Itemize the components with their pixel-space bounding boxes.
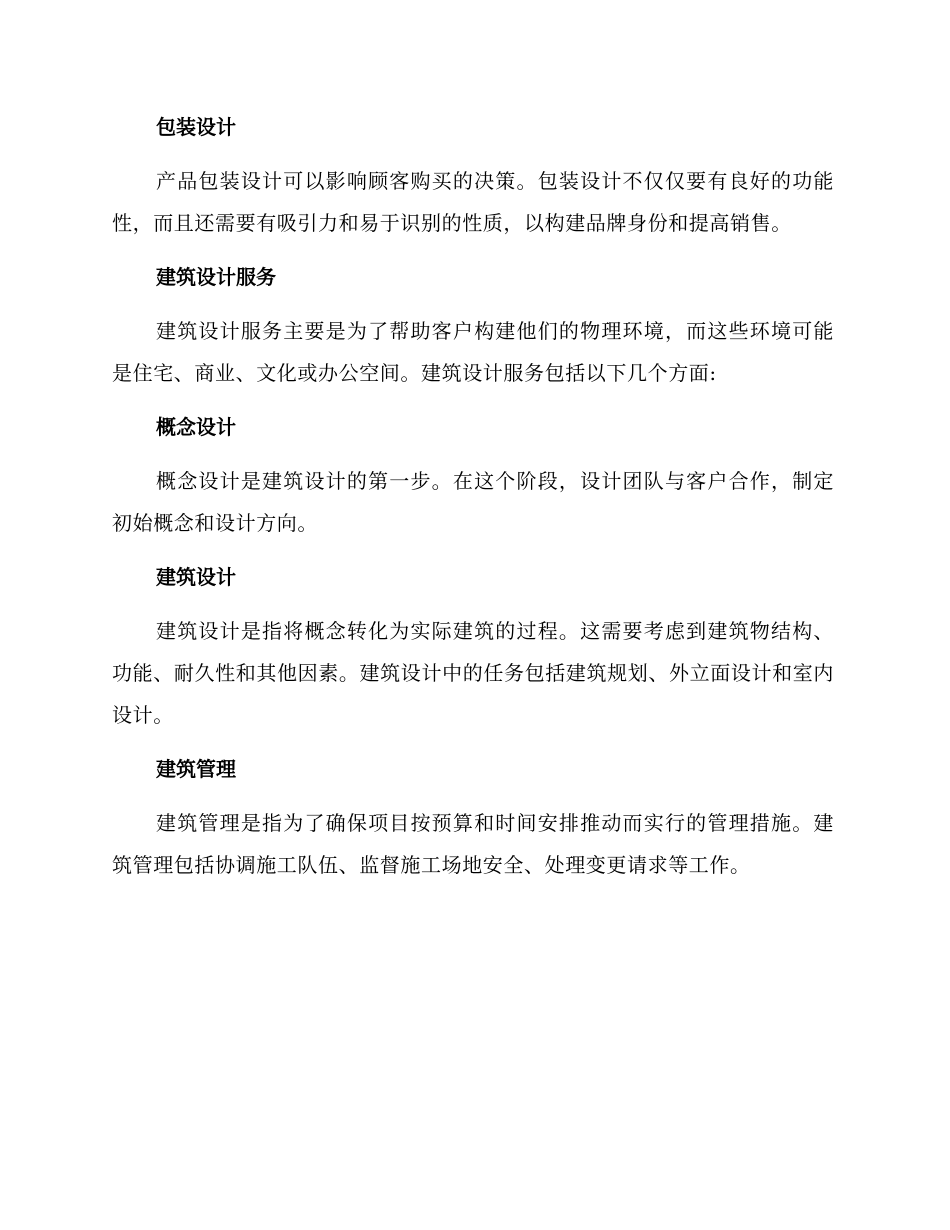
section-heading-architectural-design-services: 建筑设计服务 (156, 265, 276, 289)
section-heading-construction-management: 建筑管理 (156, 757, 236, 781)
section-paragraph-packaging-design: 产品包装设计可以影响顾客购买的决策。包装设计不仅仅要有良好的功能性，而且还需要有吸引力和易于识别的性质，以构建品牌身份和提高销售。 (112, 169, 834, 235)
section-paragraph-architectural-design: 建筑设计是指将概念转化为实际建筑的过程。这需要考虑到建筑物结构、功能、耐久性和其他因素。建筑设计中的任务包括建筑规划、外立面设计和室内设计。 (112, 619, 834, 727)
section-heading-architectural-design: 建筑设计 (156, 565, 236, 589)
section-heading-packaging-design: 包装设计 (156, 115, 236, 139)
section-paragraph-construction-management: 建筑管理是指为了确保项目按预算和时间安排推动而实行的管理措施。建筑管理包括协调施工队伍、监督施工场地安全、处理变更请求等工作。 (112, 811, 834, 877)
section-paragraph-concept-design: 概念设计是建筑设计的第一步。在这个阶段，设计团队与客户合作，制定初始概念和设计方向。 (112, 469, 834, 535)
document-body (112, 106, 834, 898)
section-heading-concept-design: 概念设计 (156, 415, 236, 439)
section-paragraph-architectural-design-services: 建筑设计服务主要是为了帮助客户构建他们的物理环境，而这些环境可能是住宅、商业、文化或办公空间。建筑设计服务包括以下几个方面: (112, 319, 834, 385)
